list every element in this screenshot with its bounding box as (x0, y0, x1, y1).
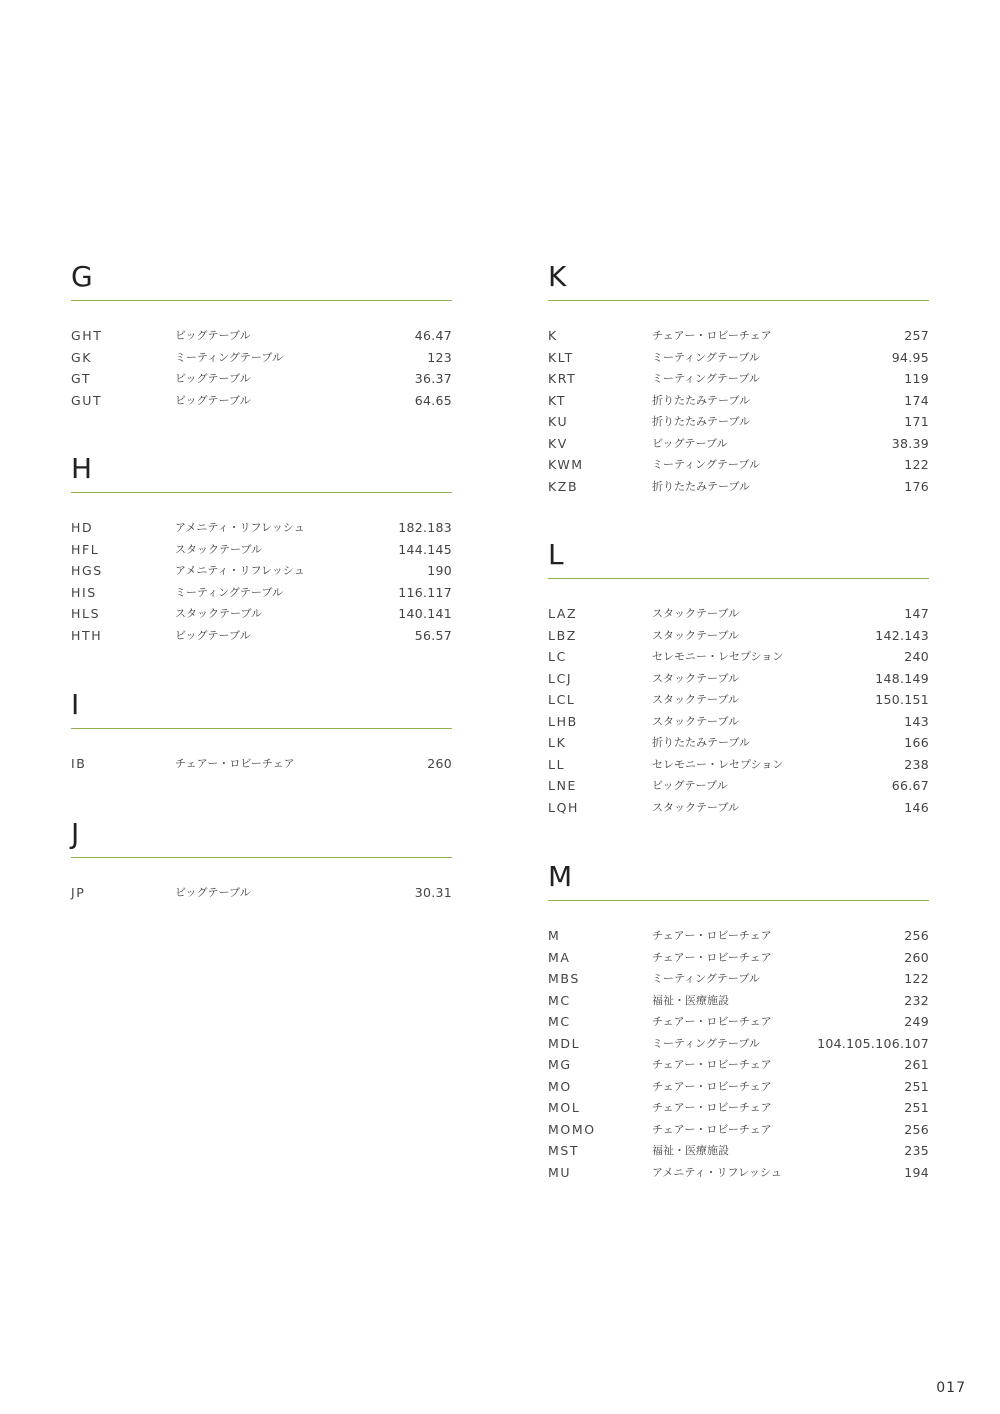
product-code: HD (71, 520, 94, 535)
product-code: K (548, 328, 558, 343)
page-reference: 232 (904, 992, 929, 1008)
page-reference: 235 (904, 1143, 929, 1158)
page-reference: 256 (904, 1121, 929, 1137)
index-row (548, 390, 929, 412)
product-code: GT (71, 371, 92, 386)
index-row (548, 1162, 929, 1184)
page-reference: 150.151 (875, 692, 929, 707)
product-code: HFL (71, 541, 100, 557)
product-category: チェアー・ロビーチェア (652, 1079, 772, 1093)
product-category: ミーティングテーブル (652, 372, 760, 385)
index-row (548, 433, 929, 455)
page-reference: 176 (904, 478, 929, 494)
section-rows (71, 882, 452, 904)
page-reference: 116.117 (398, 584, 452, 600)
product-category: ビッグテーブル (175, 329, 251, 342)
section-rows (548, 325, 929, 497)
page-reference: 182.183 (398, 520, 452, 535)
product-code: HLS (71, 606, 101, 621)
product-code: GHT (71, 328, 103, 343)
product-code: LK (548, 735, 567, 750)
product-category: ビッグテーブル (652, 436, 728, 450)
index-row (548, 1076, 929, 1098)
product-category: 折りたたみテーブル (652, 415, 751, 428)
product-category: 福祉・医療施設 (652, 993, 729, 1007)
page-number: 017 (936, 1380, 966, 1396)
product-category: スタックテーブル (652, 628, 740, 642)
page-reference: 256 (904, 928, 929, 943)
product-code: HTH (71, 627, 103, 643)
product-category: スタックテーブル (652, 693, 740, 706)
product-code: KV (548, 435, 568, 451)
product-code: MU (548, 1164, 572, 1180)
product-code: LL (548, 756, 566, 772)
product-category: チェアー・ロビーチェア (652, 1058, 772, 1071)
page-reference: 66.67 (891, 778, 929, 793)
product-category: 折りたたみテーブル (652, 479, 751, 493)
product-category: スタックテーブル (652, 800, 740, 814)
page-reference: 147 (904, 606, 929, 621)
index-row (548, 347, 929, 369)
section-letter: J (71, 817, 80, 850)
index-row (548, 797, 929, 819)
section-divider (71, 492, 452, 493)
section-letter: G (71, 260, 93, 293)
section-letter: K (548, 260, 567, 293)
index-row (548, 1119, 929, 1141)
product-category: ビッグテーブル (175, 372, 251, 385)
product-code: MC (548, 992, 571, 1008)
index-row (548, 968, 929, 990)
product-category: ビッグテーブル (175, 393, 251, 407)
page-reference: 119 (904, 371, 929, 386)
index-row (71, 753, 452, 775)
product-category: セレモニー・レセプション (652, 650, 784, 663)
product-category: スタックテーブル (175, 542, 263, 556)
product-code: KRT (548, 371, 577, 386)
index-row (548, 1140, 929, 1162)
product-category: チェアー・ロビーチェア (652, 329, 772, 342)
product-category: チェアー・ロビーチェア (652, 950, 772, 964)
product-category: ミーティングテーブル (175, 350, 283, 364)
page-reference: 123 (427, 349, 452, 365)
page-reference: 38.39 (891, 435, 929, 451)
index-row (548, 476, 929, 498)
page-reference: 64.65 (414, 392, 452, 408)
page-reference: 257 (904, 328, 929, 343)
product-code: KU (548, 414, 569, 429)
page-reference: 251 (904, 1078, 929, 1094)
page-reference: 251 (904, 1100, 929, 1115)
section-rows (548, 925, 929, 1183)
product-code: LHB (548, 713, 578, 729)
product-code: KWM (548, 457, 584, 472)
page-reference: 122 (904, 457, 929, 472)
product-category: 折りたたみテーブル (652, 393, 751, 407)
product-code: MG (548, 1057, 572, 1072)
index-row (548, 603, 929, 625)
index-row (548, 646, 929, 668)
product-code: MA (548, 949, 571, 965)
section-divider (548, 300, 929, 301)
product-code: LC (548, 649, 567, 664)
product-code: LNE (548, 778, 578, 793)
index-row (71, 368, 452, 390)
index-row (548, 775, 929, 797)
page-reference: 30.31 (414, 885, 452, 900)
index-row (548, 925, 929, 947)
page-reference: 146 (904, 799, 929, 815)
product-category: ビッグテーブル (175, 886, 251, 899)
product-category: ミーティングテーブル (652, 458, 760, 471)
product-code: MC (548, 1014, 571, 1029)
page-reference: 238 (904, 756, 929, 772)
product-category: ミーティングテーブル (652, 1036, 760, 1050)
index-row (71, 560, 452, 582)
product-category: アメニティ・リフレッシュ (652, 1165, 782, 1179)
product-code: JP (71, 885, 86, 900)
index-row (71, 325, 452, 347)
page-reference: 140.141 (398, 606, 452, 621)
page-reference: 249 (904, 1014, 929, 1029)
product-category: ミーティングテーブル (175, 585, 283, 599)
page-reference: 56.57 (414, 627, 452, 643)
index-row (548, 754, 929, 776)
index-row (548, 1011, 929, 1033)
section-letter: H (71, 452, 93, 485)
product-code: HGS (71, 563, 103, 578)
product-category: ビッグテーブル (652, 779, 728, 792)
product-code: MOL (548, 1100, 581, 1115)
section-rows (71, 325, 452, 411)
section-divider (71, 728, 452, 729)
page-reference: 143 (904, 713, 929, 729)
page-reference: 104.105.106.107 (817, 1035, 929, 1051)
index-row (548, 368, 929, 390)
page-reference: 46.47 (414, 328, 452, 343)
page-reference: 36.37 (414, 371, 452, 386)
section-divider (71, 857, 452, 858)
page-reference: 144.145 (398, 541, 452, 557)
page-reference: 261 (904, 1057, 929, 1072)
product-category: チェアー・ロビーチェア (652, 1122, 772, 1136)
product-code: MDL (548, 1035, 581, 1051)
index-row (71, 882, 452, 904)
index-row (548, 1054, 929, 1076)
product-code: GUT (71, 392, 103, 408)
product-category: チェアー・ロビーチェア (175, 757, 295, 770)
page-reference: 260 (427, 756, 452, 771)
section-divider (71, 300, 452, 301)
page-reference: 148.149 (875, 670, 929, 686)
index-row (71, 582, 452, 604)
product-category: ビッグテーブル (175, 628, 251, 642)
product-code: KZB (548, 478, 579, 494)
product-code: M (548, 928, 561, 943)
product-category: スタックテーブル (652, 607, 740, 620)
page-reference: 194 (904, 1164, 929, 1180)
page-reference: 190 (427, 563, 452, 578)
index-row (71, 625, 452, 647)
product-category: スタックテーブル (652, 714, 740, 728)
index-row (548, 411, 929, 433)
index-row (548, 1097, 929, 1119)
product-category: ミーティングテーブル (652, 350, 760, 364)
product-category: アメニティ・リフレッシュ (175, 564, 305, 577)
page-reference: 142.143 (875, 627, 929, 643)
product-code: LAZ (548, 606, 578, 621)
index-row (548, 668, 929, 690)
page-reference: 174 (904, 392, 929, 408)
product-code: KT (548, 392, 567, 408)
index-row (71, 390, 452, 412)
product-category: チェアー・ロビーチェア (652, 929, 772, 942)
product-code: LQH (548, 799, 580, 815)
product-code: GK (71, 349, 93, 365)
index-row (548, 689, 929, 711)
product-category: チェアー・ロビーチェア (652, 1101, 772, 1114)
product-category: アメニティ・リフレッシュ (175, 521, 305, 534)
index-row (71, 347, 452, 369)
product-category: スタックテーブル (175, 607, 263, 620)
product-category: セレモニー・レセプション (652, 757, 784, 771)
section-letter: M (548, 860, 573, 893)
product-code: MO (548, 1078, 572, 1094)
section-divider (548, 578, 929, 579)
product-category: 福祉・医療施設 (652, 1144, 729, 1157)
page-reference: 166 (904, 735, 929, 750)
product-category: チェアー・ロビーチェア (652, 1015, 772, 1028)
product-code: IB (71, 756, 87, 771)
product-code: LCJ (548, 670, 573, 686)
index-row (71, 539, 452, 561)
product-code: KLT (548, 349, 574, 365)
product-category: ミーティングテーブル (652, 972, 760, 985)
page-reference: 122 (904, 971, 929, 986)
section-divider (548, 900, 929, 901)
section-letter: L (548, 538, 564, 571)
index-row (548, 1033, 929, 1055)
index-row (548, 454, 929, 476)
index-row (548, 711, 929, 733)
product-category: 折りたたみテーブル (652, 736, 751, 749)
index-row (548, 732, 929, 754)
page-reference: 260 (904, 949, 929, 965)
index-row (71, 603, 452, 625)
product-code: MBS (548, 971, 580, 986)
product-code: LBZ (548, 627, 577, 643)
section-letter: I (71, 688, 80, 721)
product-code: MOMO (548, 1121, 596, 1137)
index-row (548, 990, 929, 1012)
product-category: スタックテーブル (652, 671, 740, 685)
page-reference: 171 (904, 414, 929, 429)
index-row (548, 325, 929, 347)
section-rows (71, 517, 452, 646)
index-row (71, 517, 452, 539)
page-reference: 240 (904, 649, 929, 664)
product-code: LCL (548, 692, 576, 707)
section-rows (71, 753, 452, 775)
index-row (548, 625, 929, 647)
page-reference: 94.95 (891, 349, 929, 365)
product-code: MST (548, 1143, 580, 1158)
product-code: HIS (71, 584, 97, 600)
index-row (548, 947, 929, 969)
section-rows (548, 603, 929, 818)
